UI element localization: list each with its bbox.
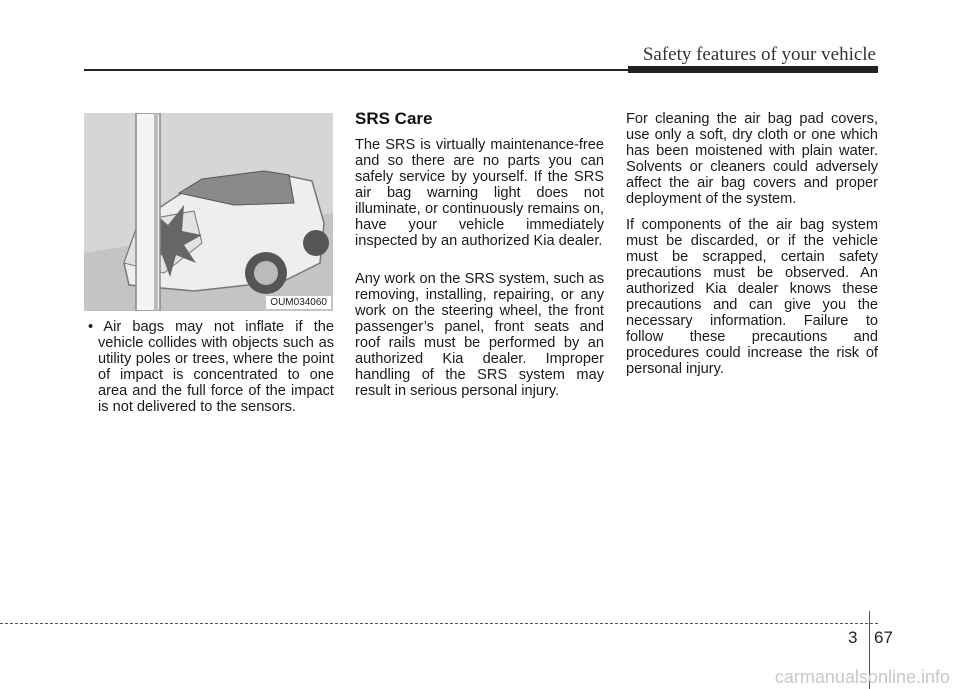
paragraph: Any work on the SRS system, such as removing, installing, repairing, or any work on the steering wheel, the front passenger’s panel, front seats and roof rails must be performed by an authorized Kia dealer. Improper handling of the SRS system may result in serious personal injury.: [355, 271, 604, 399]
paragraph: The SRS is virtually maintenance-free and so there are no parts you can safely service by yourself. If the SRS air bag warning light does not illuminate, or continuously remains on, have your vehicle immediately inspected by an authorized Kia dealer.: [355, 137, 604, 249]
paragraph: For cleaning the air bag pad covers, use only a soft, dry cloth or one which has been moistened with plain water. Solvents or cleaners could adversely affect the air bag covers and proper deployment of the system.: [626, 111, 878, 207]
chapter-number: 3: [848, 628, 858, 647]
column-1: [84, 319, 334, 425]
figure-car-utility-pole: [84, 113, 333, 311]
footer-rule: [0, 623, 878, 624]
paragraph: If components of the air bag system must be discarded, or if the vehicle must be scrapped, certain safety precautions must be observed. An authorized Kia dealer knows these precautions and can give you the necessary information. Failure to follow these precautions and procedures could increase the risk of personal injury.: [626, 217, 878, 377]
watermark: carmanualsonline.info: [774, 667, 950, 687]
figure-caption: OUM034060: [266, 296, 331, 309]
page-number: 67: [874, 628, 893, 647]
header-tab: [628, 66, 878, 73]
column-3: [626, 111, 878, 387]
bullet-item: [84, 319, 334, 415]
car-illustration: [84, 113, 333, 311]
section-heading: SRS Care: [355, 109, 433, 128]
page-header-title: Safety features of your vehicle: [642, 44, 876, 65]
column-2: [355, 111, 604, 409]
bullet-text: Air bags may not inflate if the vehicle collides with objects such as utility poles or trees, where the point of impact is concentrated to one area and the full force of the impact is not delivered to the sensors.: [98, 319, 334, 415]
bullet-icon: •: [88, 319, 104, 335]
